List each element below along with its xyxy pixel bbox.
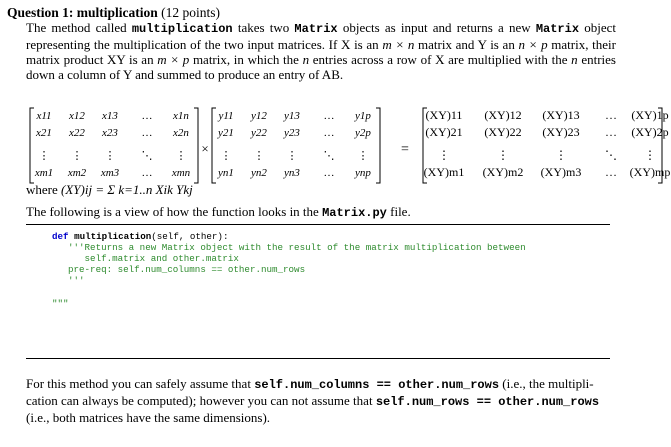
matrix-y-cell: y22 [251, 127, 267, 139]
matrix-y-left-bracket [212, 108, 216, 183]
dims-math: m × p [157, 52, 190, 67]
matrix-y-cell: yn1 [218, 167, 234, 179]
intro-text: objects as input and returns a new [337, 20, 536, 35]
code-line-5: ''' [68, 275, 85, 286]
code-line-2: '''Returns a new Matrix object with the result of the matrix multiplication between [68, 242, 526, 253]
matrix-xy-cell: (XY)22 [484, 125, 522, 139]
matrix-xy-cell: (XY)m2 [482, 165, 524, 179]
matrix-x-cell: xmn [171, 167, 191, 179]
intro-text: matrix, in which the [189, 52, 303, 67]
assumption-text: (i.e., the multipli- cation can always be computed); however you can not assume that [26, 376, 594, 408]
matrix-xy-cell: (XY)21 [425, 125, 463, 139]
where-formula [26, 182, 193, 198]
matrix-xy-cell: … [605, 165, 617, 179]
matrix-x-cell: … [141, 110, 153, 122]
code-function-name: multiplication [74, 231, 152, 242]
matrix-y-cell: ⋮ [286, 150, 298, 162]
code-bottom-rule [26, 358, 610, 359]
matrix-y-cell: ⋮ [357, 150, 369, 162]
matrix-y-cell: yn2 [251, 167, 267, 179]
matrix-xy-cell: ⋮ [555, 148, 567, 162]
following-text [26, 204, 411, 220]
matrix-xy-cell: ⋱ [605, 148, 617, 162]
matrix-y-right-bracket [376, 108, 380, 183]
code-top-rule [26, 224, 610, 225]
matrix-xy-cell: (XY)m1 [423, 165, 465, 179]
inline-code: self.num_rows == other.num_rows [375, 395, 600, 409]
matrix-x-cell: ⋮ [71, 150, 83, 162]
matrix-y-cell: ⋮ [253, 150, 265, 162]
times-symbol: × [201, 141, 209, 156]
matrix-xy-cell: ⋮ [438, 148, 450, 162]
class-name: Matrix [535, 22, 580, 36]
matrix-x-cell: x11 [36, 110, 52, 122]
matrix-xy-cell: ⋮ [644, 148, 656, 162]
intro-text: entries across a row of X are multiplied with the [309, 52, 572, 67]
matrix-x-cell: ⋮ [38, 150, 50, 162]
matrix-xy-cell: ⋮ [497, 148, 509, 162]
matrix-xy-cell: … [605, 125, 617, 139]
intro-text: matrix, their matrix product XY is an [26, 37, 616, 67]
n-math: n [571, 52, 578, 67]
matrix-x-cell: ⋮ [104, 150, 116, 162]
code-keyword: def [52, 231, 69, 242]
where-prefix: where [26, 182, 62, 197]
intro-text: The method called [26, 20, 132, 35]
matrix-y-cell: y21 [218, 127, 234, 139]
code-line-6: """ [52, 298, 69, 309]
code-line-4: pre-req: self.num_columns == other.num_rows [68, 264, 306, 275]
inline-code: self.num_columns == other.num_rows [254, 378, 500, 392]
matrix-y-cell: y2p [355, 127, 371, 139]
matrix-x-cell: x2n [173, 127, 189, 139]
matrix-xy-cell: (XY)mp [629, 165, 671, 179]
matrix-x-cell: xm1 [34, 167, 54, 179]
question-points: (12 points) [161, 5, 221, 20]
matrix-y-cell: … [323, 127, 335, 139]
matrix-y-cell: ⋮ [220, 150, 232, 162]
matrix-x-cell: ⋮ [175, 150, 187, 162]
method-name: multiplication [131, 22, 233, 36]
matrix-xy-cell: (XY)1p [631, 108, 669, 122]
matrix-xy-cell: (XY)2p [631, 125, 669, 139]
code-params: (self, other): [151, 231, 229, 242]
matrix-xy-cell: (XY)11 [425, 108, 463, 122]
assumption-text: For this method you can safely assume that [26, 376, 255, 391]
matrix-y-cell: y11 [218, 110, 234, 122]
code-line-1 [52, 231, 228, 242]
matrix-x-cell: x1n [173, 110, 189, 122]
matrix-xy-cell: … [605, 108, 617, 122]
matrix-x-cell: x12 [69, 110, 85, 122]
following-text-part: file. [386, 204, 411, 219]
matrix-x-left-bracket [30, 108, 34, 183]
matrix-xy-cell: (XY)m3 [540, 165, 582, 179]
matrix-y-cell: ynp [355, 167, 371, 179]
matrix-x-cell: x22 [69, 127, 85, 139]
matrix-y-cell: yn3 [284, 167, 300, 179]
matrix-y-cell: y12 [251, 110, 267, 122]
intro-text: object representing the multiplication of the two input matrices. If X is an [26, 20, 616, 52]
dims-math: n × p [518, 37, 548, 52]
intro-text: takes two [232, 20, 295, 35]
matrix-y-cell: y1p [355, 110, 371, 122]
equals-symbol: = [401, 142, 409, 157]
equation-group [30, 108, 670, 183]
matrix-x-cell: xm2 [67, 167, 87, 179]
n-math: n [302, 52, 310, 67]
file-name: Matrix.py [322, 206, 387, 220]
matrix-x-cell: x23 [102, 127, 118, 139]
summation-formula: (XY)ij = Σ k=1..n Xik Ykj [61, 182, 193, 197]
matrix-xy-cell: (XY)12 [484, 108, 522, 122]
matrix-x-cell: xm3 [100, 167, 120, 179]
class-name: Matrix [294, 22, 338, 36]
matrix-y-cell: … [323, 110, 335, 122]
matrix-x-cell: ⋱ [141, 150, 153, 162]
matrix-x-cell: x13 [102, 110, 118, 122]
matrix-x-cell: x21 [36, 127, 52, 139]
matrix-y-cell: … [323, 167, 335, 179]
matrix-y-cell: ⋱ [323, 150, 335, 162]
matrix-x-right-bracket [194, 108, 198, 183]
matrix-y-cell: y13 [284, 110, 300, 122]
intro-text: matrix and Y is an [414, 37, 519, 52]
code-line-3: self.matrix and other.matrix [68, 253, 239, 264]
matrix-xy-cell: (XY)13 [542, 108, 580, 122]
intro-text: entries down a column of Y and summed to produce an entry of AB. [26, 52, 616, 82]
following-text-part: The following is a view of how the function looks in the [26, 204, 323, 219]
matrix-x-cell: … [141, 167, 153, 179]
assumption-paragraph [26, 376, 616, 425]
matrix-x-cell: … [141, 127, 153, 139]
assumption-text: (i.e., both matrices have the same dimensions). [26, 410, 271, 425]
question-label: Question 1: multiplication [7, 5, 158, 20]
matrix-y-cell: y23 [284, 127, 300, 139]
matrix-xy-cell: (XY)23 [542, 125, 580, 139]
dims-math: m × n [382, 37, 415, 52]
